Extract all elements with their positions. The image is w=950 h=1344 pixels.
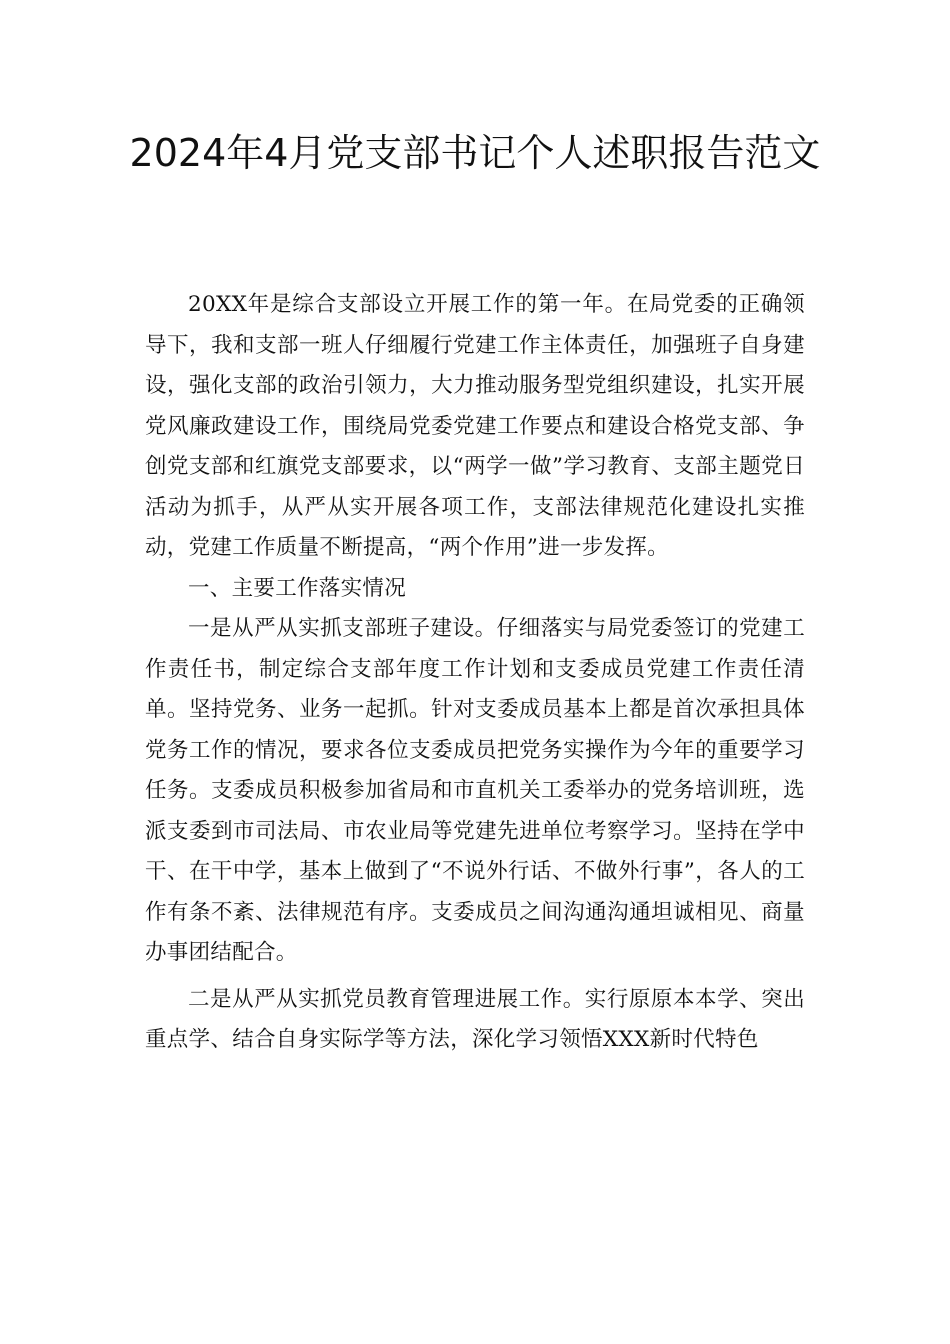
document-body [145,285,805,1061]
intro-paragraph: 20XX年是综合支部设立开展工作的第一年。在局党委的正确领导下，我和支部一班人仔细履行党建工作主体责任，加强班子自身建设，强化支部的政治引领力，大力推动服务型党组织建设，扎实开展党风廉政建设工作，围绕局党委党建工作要点和建设合格党支部、争创党支部和红旗党支部要求，以“两学一做”学习教育、支部主题党日活动为抓手，从严从实开展各项工作，支部法律规范化建设扎实推动，党建工作质量不断提高，“两个作用”进一步发挥。 [145,292,805,560]
document-title: 2024年4月党支部书记个人述职报告范文 [129,131,821,175]
body-paragraph: 二是从严从实抓党员教育管理进展工作。实行原原本本学、突出重点学、结合自身实际学等方法，深化学习领悟XXX新时代特色 [145,986,805,1052]
section-heading: 一、主要工作落实情况 [188,575,407,601]
body-paragraph: 一是从严从实抓支部班子建设。仔细落实与局党委签订的党建工作责任书，制定综合支部年度工作计划和支委成员党建工作责任清单。坚持党务、业务一起抓。针对支委成员基本上都是首次承担具体党务工作的情况，要求各位支委成员把党务实操作为今年的重要学习任务。支委成员积极参加省局和市直机关工委举办的党务培训班，选派支委到市司法局、市农业局等党建先进单位考察学习。坚持在学中干、在干中学，基本上做到了“不说外行话、不做外行事”，各人的工作有条不紊、法律规范有序。支委成员之间沟通沟通坦诚相见、商量办事团结配合。 [145,616,805,965]
